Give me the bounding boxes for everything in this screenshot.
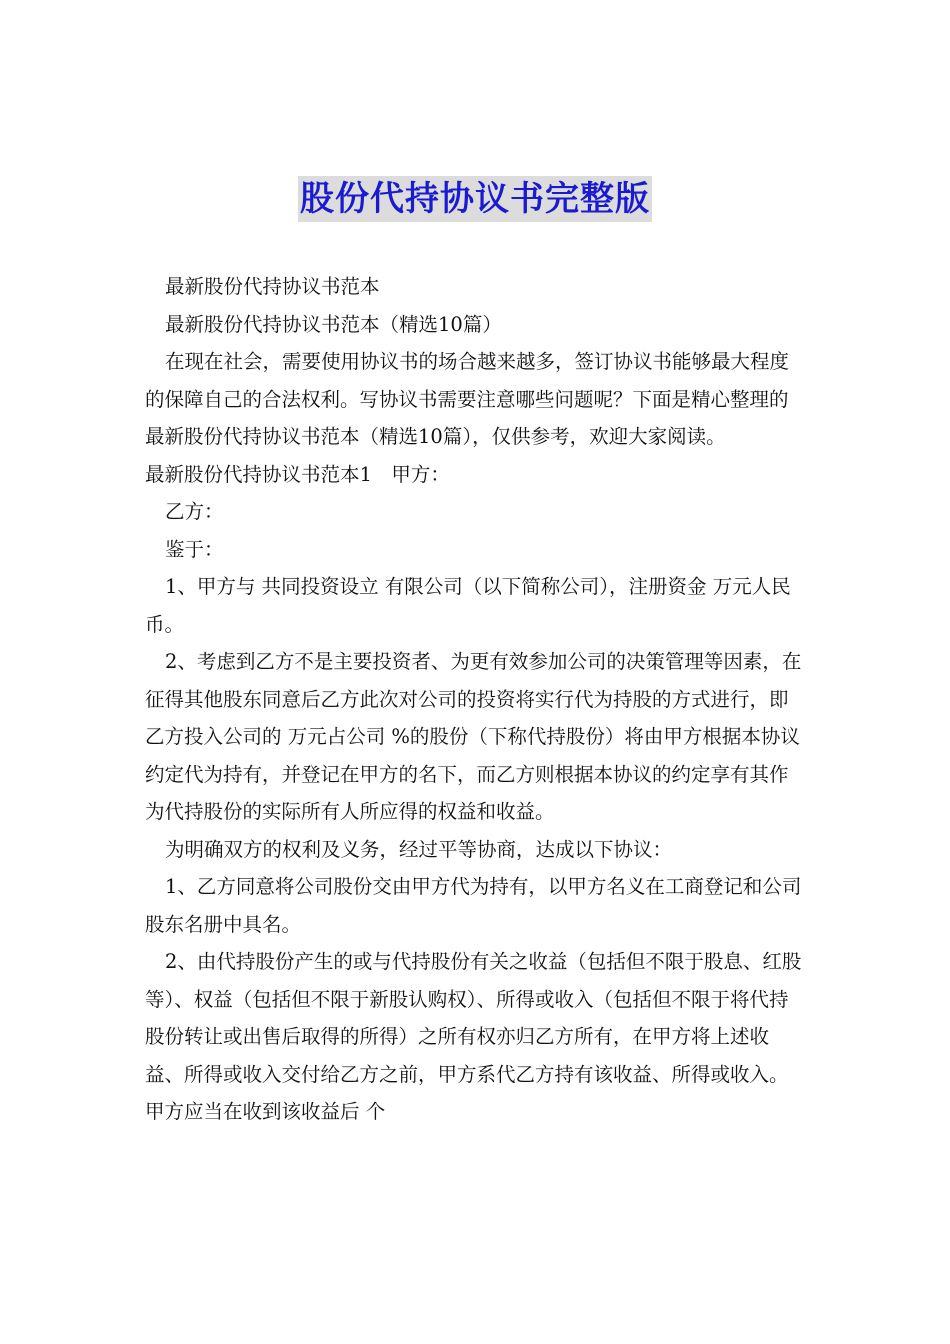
- paragraph-subtitle-2: 最新股份代持协议书范本（精选10篇）: [165, 312, 502, 336]
- paragraph-whereas-2: 2、考虑到乙方不是主要投资者、为更有效参加公司的决策管理等因素，在征得其他股东同意后乙方此次对公司的投资将实行代为持股的方式进行，即乙方投入公司的 万元占公司 %的股份（下称代持股份）将由甲方根据本协议约定代为持有，并登记在甲方的名下，而乙方则根据本协议的约定享有其作为代持股份的实际所有人所应得的权益和收益。: [145, 650, 802, 823]
- paragraph-clause-2: 2、由代持股份产生的或与代持股份有关之收益（包括但不限于股息、红股等）、权益（包括但不限于新股认购权）、所得或收入（包括但不限于将代持股份转让或出售后取得的所得）之所有权亦归乙方所有，在甲方将上述收益、所得或收入交付给乙方之前，甲方系代乙方持有该收益、所得或收入。甲方应当在收到该收益后 个: [145, 950, 802, 1123]
- paragraph-agreement-intro: 为明确双方的权利及义务，经过平等协商，达成以下协议：: [165, 837, 673, 861]
- paragraph-whereas-1: 1、甲方与 共同投资设立 有限公司（以下简称公司），注册资金 万元人民币。: [145, 575, 791, 636]
- paragraph-clause-1: 1、乙方同意将公司股份交由甲方代为持有，以甲方名义在工商登记和公司股东名册中具名。: [145, 875, 802, 936]
- title-container: [0, 176, 950, 222]
- paragraph-intro: 在现在社会，需要使用协议书的场合越来越多，签订协议书能够最大程度的保障自己的合法权利。写协议书需要注意哪些问题呢？下面是精心整理的最新股份代持协议书范本（精选10篇），仅供参考，欢迎大家阅读。: [145, 350, 790, 448]
- paragraph-sample-heading: 最新股份代持协议书范本1 甲方：: [145, 462, 450, 486]
- paragraph-whereas: 鉴于：: [165, 537, 224, 561]
- paragraph-subtitle-1: 最新股份代持协议书范本: [165, 275, 380, 298]
- paragraph-party-b: 乙方：: [165, 500, 224, 523]
- document-title: 股份代持协议书完整版: [298, 176, 652, 222]
- document-body: [145, 268, 807, 1131]
